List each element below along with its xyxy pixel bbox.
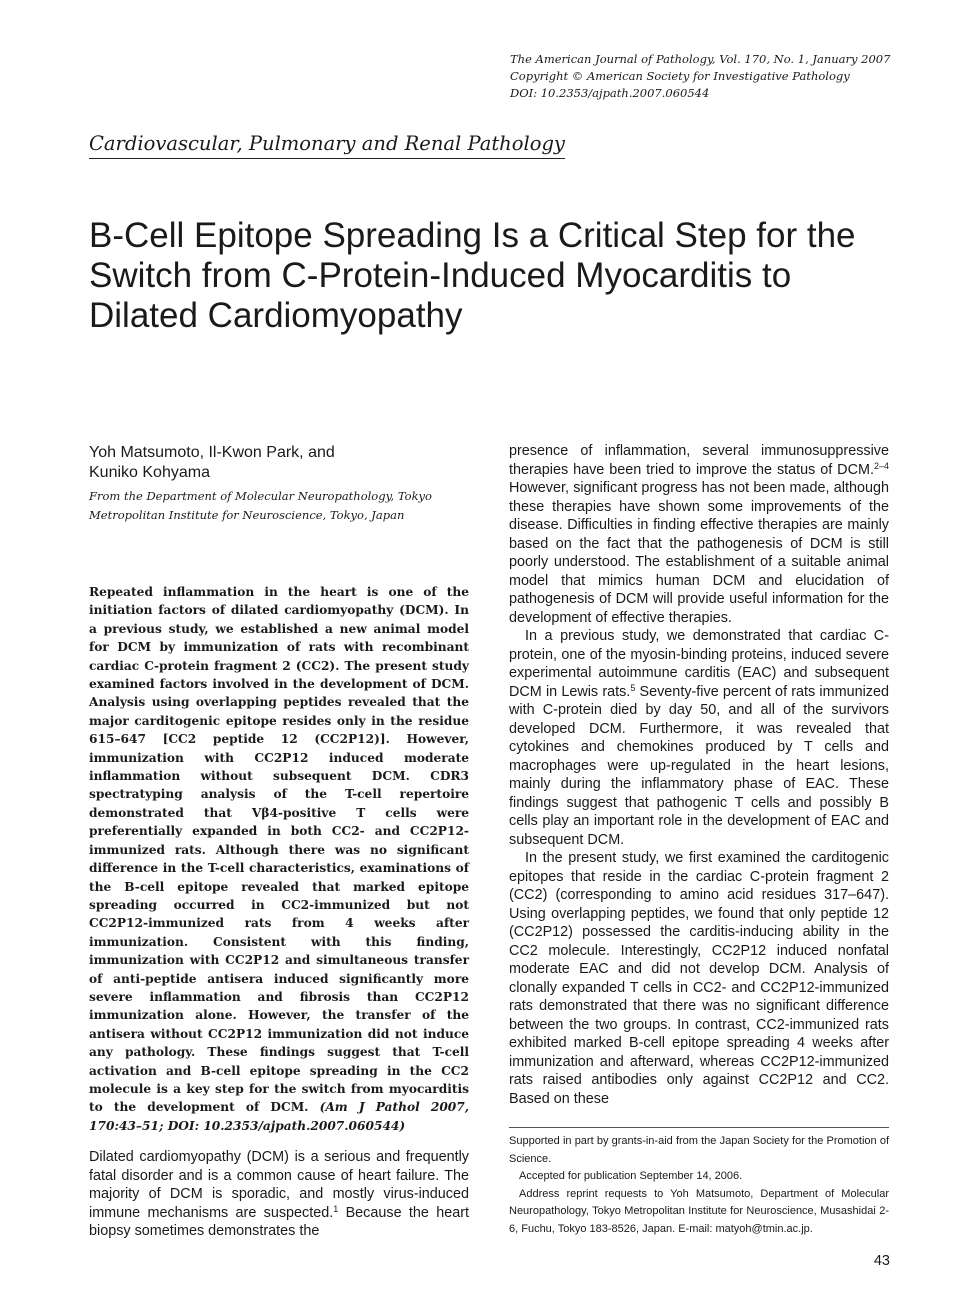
author-line: Yoh Matsumoto, Il-Kwon Park, and xyxy=(89,444,335,461)
author-list xyxy=(89,443,469,483)
author-line: Kuniko Kohyama xyxy=(89,464,210,481)
footnotes xyxy=(509,1133,889,1238)
abstract-citation: (Am J Pathol 2007, 170:43–51; DOI: 10.2353/ajpath.2007.060544) xyxy=(89,1100,469,1133)
article-title xyxy=(89,216,889,336)
paragraph-text: However, significant progress has not been made, although these therapies have shown some improvements of the disease. Difficulties in finding effective therapies are mainly based on the fact that the pathogenesis of DCM is still poorly understood. The establishment of a suitable animal model that mimics human DCM and elucidation of pathogenesis of DCM will provide useful information for the development of effective therapies. xyxy=(509,480,889,626)
journal-citation: The American Journal of Pathology, Vol. 170, No. 1, January 2007 xyxy=(510,52,891,66)
intro-text-continued: Because the heart biopsy sometimes demonstrates the xyxy=(89,1204,469,1239)
affiliation-line: From the Department of Molecular Neuropathology, Tokyo xyxy=(89,489,432,503)
footnote-accepted: Accepted for publication September 14, 2006. xyxy=(519,1170,743,1182)
paragraph-text: presence of inflammation, several immunosuppressive therapies have been tried to improve the status of DCM. xyxy=(509,443,889,478)
footnote-address: Address reprint requests to Yoh Matsumoto, Department of Molecular Neuropathology, Tokyo Metropolitan Institute for Neuroscience, Musashidai 2-6, Fuchu, Tokyo 183-8526, Japan. E-mail: matyoh@tmin.ac.jp. xyxy=(509,1187,889,1235)
journal-header xyxy=(510,51,950,102)
section-heading: Cardiovascular, Pulmonary and Renal Pathology xyxy=(89,131,565,159)
paragraph-text: In a previous study, we demonstrated that cardiac C-protein, one of the myosin-binding proteins, induced severe experimental autoimmune carditis (EAC) and subsequent DCM in Lewis rats. xyxy=(509,628,889,700)
reference-superscript: 2–4 xyxy=(873,460,889,471)
paragraph-text: Seventy-five percent of rats immunized with C-protein died by day 50, and all of the survivors developed DCM. Furthermore, it was revealed that cytokines and chemokines produced by T cells and macrophages were up-regulated in the heart lesions, mainly during the inflammatory phase of EAC. These findings suggest that pathogenic T cells and possibly B cells play an important role in the development of EAC and subsequent DCM. xyxy=(509,683,889,848)
reference-superscript: 1 xyxy=(333,1203,339,1214)
journal-doi: DOI: 10.2353/ajpath.2007.060544 xyxy=(510,86,710,100)
abstract-text: Repeated inflammation in the heart is one of the initiation factors of dilated cardiomyopathy (DCM). In a previous study, we established a new animal model for DCM by immunization of rats with recombinant cardiac C-protein fragment 2 (CC2). The present study examined factors involved in the development of DCM. Analysis using overlapping peptides revealed that the major carditogenic epitope resides only in the residue 615–647 [CC2 peptide 12 (CC2P12)]. However, immunization with CC2P12 induced moderate inflammation without subsequent DCM. CDR3 spectratyping analysis of the T-cell repertoire demonstrated that Vβ4-positive T cells were preferentially expanded in both CC2- and CC2P12-immunized rats. Although there was no significant difference in the T-cell characteristics, examinations of the B-cell epitope revealed that marked epitope spreading occurred in CC2-immunized but not CC2P12-immunized rats from 4 weeks after immunization. Consistent with this finding, immunization with CC2P12 and simultaneous transfer of anti-peptide antisera induced significantly more severe inflammation and fibrosis than CC2P12 immunization alone. However, the transfer of the antisera without CC2P12 immunization did not induce any pathology. These findings suggest that T-cell activation and B-cell epitope spreading in the CC2 molecule is a key step for the switch from myocarditis to the development of DCM. xyxy=(89,585,469,1115)
paragraph-text: In the present study, we first examined the carditogenic epitopes that reside in the cardiac C-protein fragment 2 (CC2) (corresponding to amino acid residues 317–647). Using overlapping peptides, we found that only peptide 12 (CC2P12) possessed the carditis-inducing ability in the CC2 molecule. Interestingly, CC2P12 induced nonfatal moderate EAC and did not develop DCM. Analysis of clonally expanded T cells in CC2- and CC2P12-immunized rats demonstrated that there was no significant difference between the two groups. In contrast, CC2-immunized rats exhibited marked B-cell epitope spreading 4 weeks after immunization and afterward, whereas CC2P12-immunized rats raised antibodies only against CC2P12 and CC2. Based on these xyxy=(509,850,889,1107)
abstract xyxy=(89,583,469,1135)
reference-superscript: 5 xyxy=(630,682,636,693)
body-column-right xyxy=(509,442,889,1108)
body-paragraph xyxy=(509,442,889,627)
affiliation xyxy=(89,487,469,525)
intro-paragraph xyxy=(89,1148,469,1241)
body-paragraph xyxy=(509,849,889,1108)
page-number: 43 xyxy=(873,1253,890,1269)
footnote-divider xyxy=(509,1127,889,1128)
intro-text: Dilated cardiomyopathy (DCM) is a serious and frequently fatal disorder and is a common cause of heart failure. The majority of DCM is sporadic, and mostly virus-induced immune mechanisms are suspected. xyxy=(89,1149,469,1221)
footnote-support: Supported in part by grants-in-aid from the Japan Society for the Promotion of Science. xyxy=(509,1135,889,1165)
body-paragraph xyxy=(509,627,889,849)
title-line: B-Cell Epitope Spreading Is a Critical Step for the xyxy=(89,216,856,255)
journal-copyright: Copyright © American Society for Investigative Pathology xyxy=(510,69,850,83)
affiliation-line: Metropolitan Institute for Neuroscience, Tokyo, Japan xyxy=(89,508,405,522)
title-line: Dilated Cardiomyopathy xyxy=(89,296,463,335)
title-line: Switch from C-Protein-Induced Myocarditis to xyxy=(89,256,792,295)
